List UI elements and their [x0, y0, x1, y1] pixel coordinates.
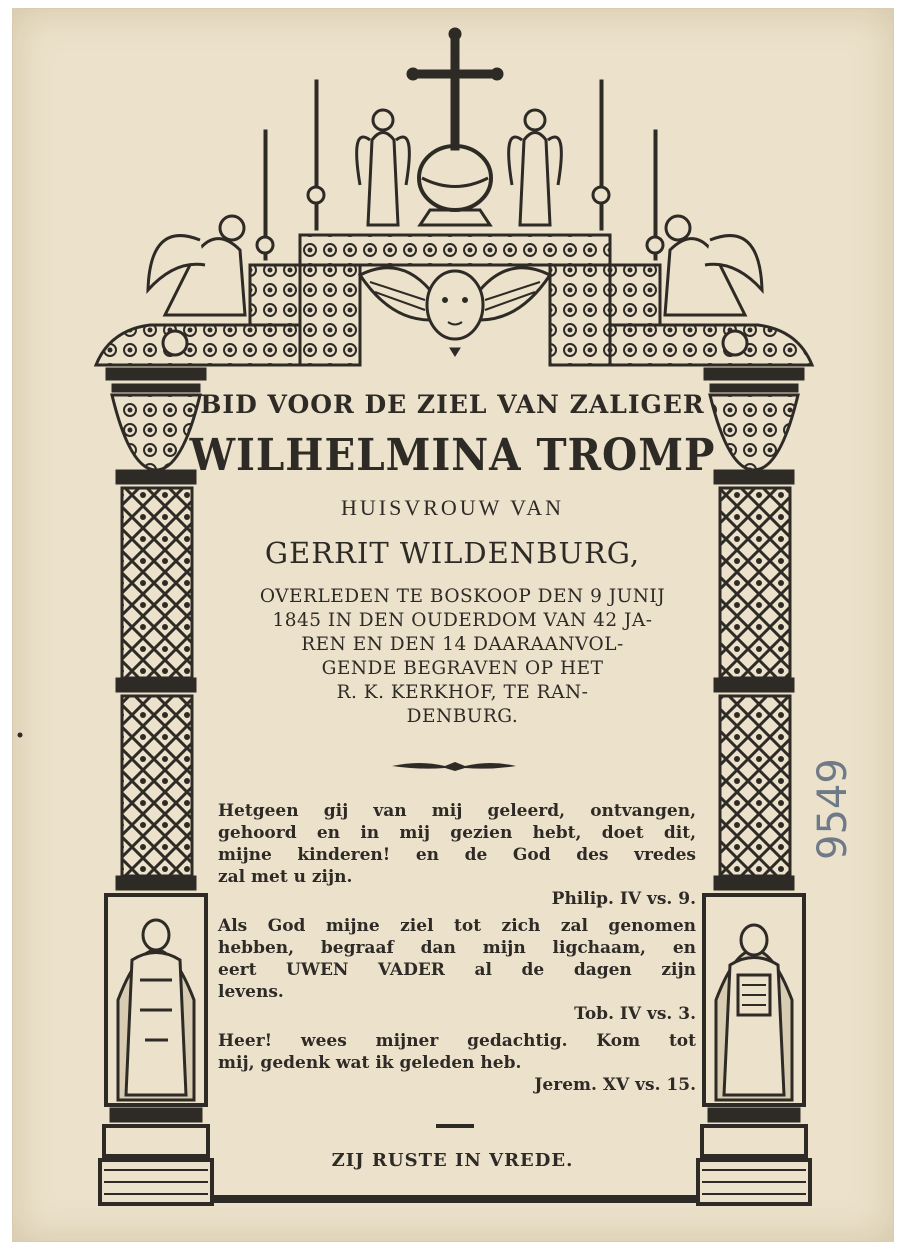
quote-line: hebben, begraaf dan mijn ligchaam, en: [218, 938, 696, 958]
quote-line: levens.: [218, 982, 284, 1002]
left-column: [100, 368, 212, 1204]
detail-line: REN EN DEN 14 DAARAANVOL-: [301, 634, 624, 655]
scripture-quote: [218, 800, 696, 910]
detail-line: 1845 IN DEN OUDERDOM VAN 42 JA-: [272, 610, 653, 631]
quote-reference: Tob. IV vs. 3.: [574, 1004, 696, 1024]
card-heading: BID VOOR DE ZIEL VAN ZALIGER: [200, 390, 705, 419]
quote-line: Als God mijne ziel tot zich zal genomen: [218, 916, 696, 936]
scripture-quote: [218, 915, 696, 1025]
quote-line: Heer! wees mijner gedachtig. Kom tot: [218, 1031, 696, 1051]
detail-line: R. K. KERKHOF, TE RAN-: [336, 682, 589, 703]
closing-line: ZIJ RUSTE IN VREDE.: [331, 1150, 574, 1171]
top-ornament: [96, 28, 812, 365]
scripture-quote: [218, 1030, 696, 1096]
quote-reference: Jerem. XV vs. 15.: [534, 1075, 696, 1095]
divider-flourish: [392, 762, 516, 771]
right-column: [698, 368, 810, 1204]
quote-line: mijne kinderen! en de God des vredes: [218, 845, 696, 865]
catalog-number: 9549: [810, 758, 856, 860]
detail-line: OVERLEDEN TE BOSKOOP DEN 9 JUNIJ: [259, 586, 666, 607]
quote-line: eert UWEN VADER al de dagen zijn: [218, 960, 696, 980]
quote-reference: Philip. IV vs. 9.: [551, 889, 696, 909]
detail-line: DENBURG.: [406, 706, 519, 727]
quote-line: mij, gedenk wat ik geleden heb.: [218, 1053, 522, 1073]
quote-line: Hetgeen gij van mij geleerd, ontvangen,: [218, 801, 696, 821]
deceased-name: WILHELMINA TROMP: [189, 430, 716, 481]
quote-line: zal met u zijn.: [218, 867, 353, 887]
death-details: [220, 585, 705, 729]
quote-line: gehoord en in mij gezien hebt, doet dit,: [218, 823, 696, 843]
small-divider: [436, 1124, 474, 1128]
spouse-name: GERRIT WILDENBURG,: [264, 536, 641, 570]
bottom-rule: [210, 1195, 700, 1203]
relation-label: HUISVROUW VAN: [341, 495, 564, 520]
detail-line: GENDE BEGRAVEN OP HET: [321, 658, 604, 679]
ink-dot: [18, 733, 23, 738]
